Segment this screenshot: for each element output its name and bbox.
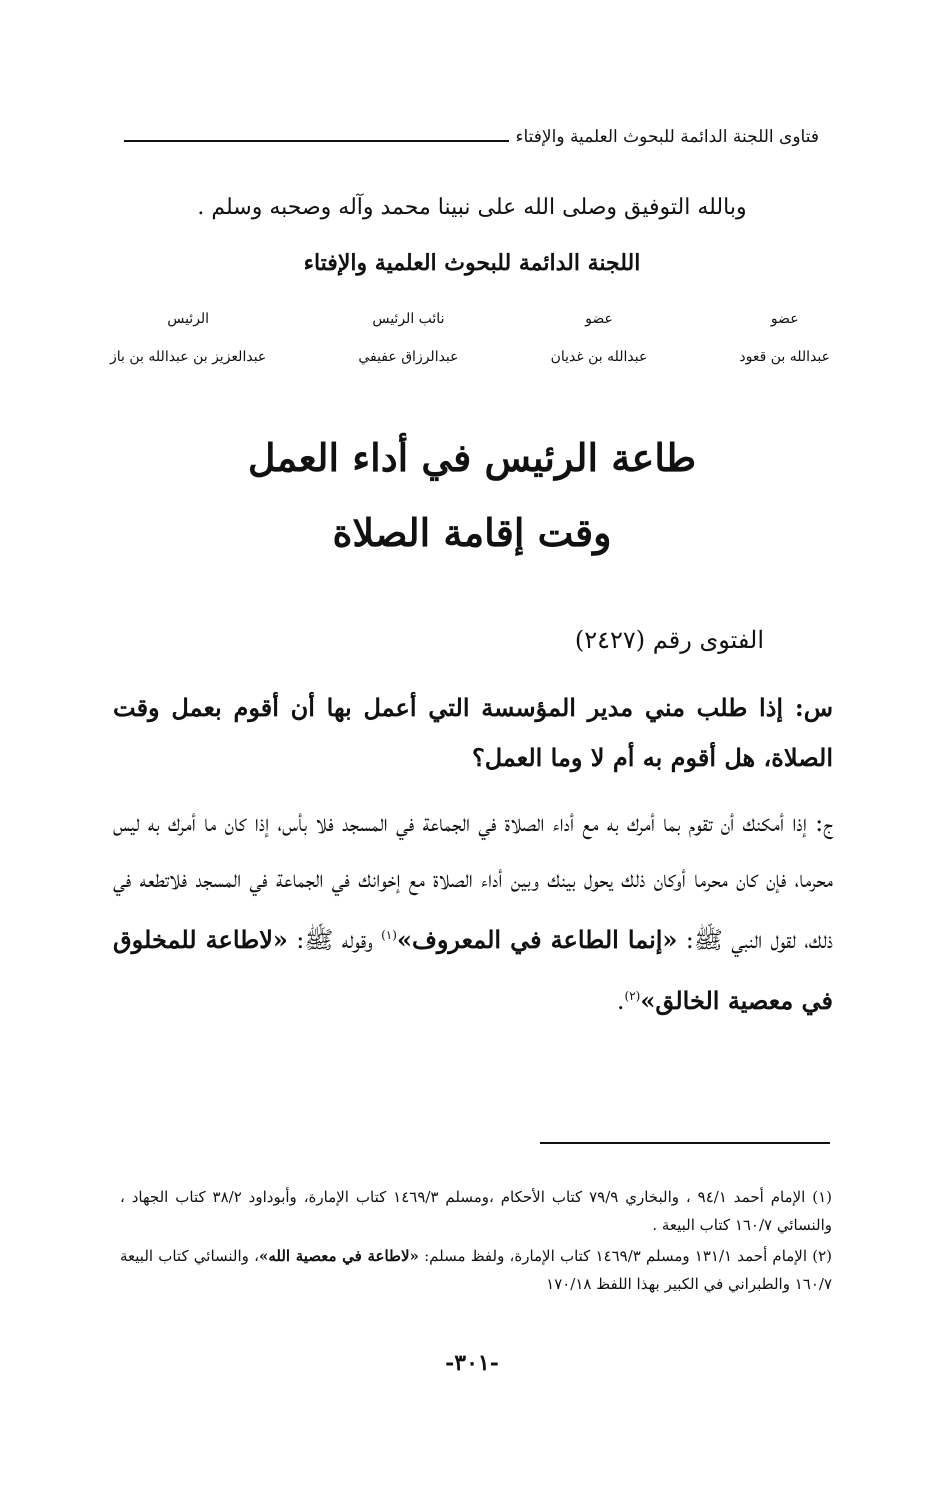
signature-name: عبدالله بن قعود: [739, 349, 830, 365]
answer-text: [113, 795, 833, 1029]
signature-name: عبدالرزاق عفيفي: [358, 349, 459, 365]
answer-end: .: [616, 987, 625, 1015]
footnote-2-text-a: (٢) الإمام أحمد ١٣١/١ ومسلم ١٤٦٩/٣ كتاب الإمارة، ولفظ مسلم:: [424, 1247, 832, 1265]
footnote-2-text-b: ، والنسائي كتاب البيعة ١٦٠/٧ والطبراني في الكبير بهذا اللفظ ١٧٠/١٨: [120, 1247, 832, 1293]
answer-part-1: ج: إذا أمكنك أن تقوم بما أمرك به مع أداء الصلاة في الجماعة في المسجد فلا بأس، إذا كان ما أمرك به ليس محرما، فإن كان محرما أوكان ذلك يحول بينك وبين أداء الصلاة مع إخوانك في الجماعة في المسجد فلاتطعه في ذلك، لقول النبي ﷺ:: [113, 809, 834, 954]
fatwa-number: الفتوى رقم (٢٤٢٧): [574, 626, 764, 654]
signature-name: عبدالعزيز بن عبدالله بن باز: [110, 349, 267, 365]
signature-block: [110, 300, 830, 376]
signature-role: عضو: [770, 311, 799, 327]
section-title-line-1: طاعة الرئيس في أداء العمل: [247, 435, 697, 480]
section-title-line-2: وقت إقامة الصلاة: [332, 510, 612, 555]
closing-prayer: وبالله التوفيق وصلى الله على نبينا محمد وآله وصحبه وسلم .: [197, 195, 747, 220]
footnote-2: [120, 1242, 832, 1298]
footnote-ref-1: (١): [381, 928, 397, 942]
footnote-rule: [540, 1142, 830, 1144]
footnote-1: (١) الإمام أحمد ٩٤/١ ، والبخاري ٧٩/٩ كتاب الأحكام ،ومسلم ١٤٦٩/٣ كتاب الإمارة، وأبوداود ٣٨/٢ كتاب الجهاد ، والنسائي ١٦٠/٧ كتاب البيعة .: [120, 1188, 832, 1234]
footnote-2-bold: «لاطاعة في معصية الله»: [258, 1247, 419, 1265]
page-number: -٣٠١-: [445, 1350, 499, 1376]
signature-member-2: [551, 300, 648, 376]
running-header: [124, 120, 819, 154]
running-title: فتاوى اللجنة الدائمة للبحوث العلمية والإفتاء: [515, 127, 819, 147]
hadith-quote-2: «لاطاعة للمخلوق في معصية الخالق»: [113, 925, 833, 1015]
footnote-ref-2: (٢): [624, 989, 641, 1003]
signature-vice-chairman: [358, 300, 458, 376]
signature-role: الرئيس: [167, 311, 210, 327]
signature-role: نائب الرئيس: [372, 311, 445, 327]
footnotes: [120, 1183, 832, 1301]
signature-member-1: [739, 300, 830, 376]
signature-chairman: [110, 300, 266, 376]
answer-part-2: وقوله ﷺ:: [296, 926, 373, 954]
signature-name: عبدالله بن غديان: [550, 349, 648, 365]
signature-role: عضو: [585, 311, 613, 327]
committee-name: اللجنة الدائمة للبحوث العلمية والإفتاء: [303, 250, 641, 276]
question-text: س: إذا طلب مني مدير المؤسسة التي أعمل بها أن أقوم بعمل وقت الصلاة، هل أقوم به أم لا وما العمل؟: [113, 693, 833, 772]
header-rule: [124, 140, 509, 142]
hadith-quote-1: «إنما الطاعة في المعروف»: [396, 925, 678, 954]
